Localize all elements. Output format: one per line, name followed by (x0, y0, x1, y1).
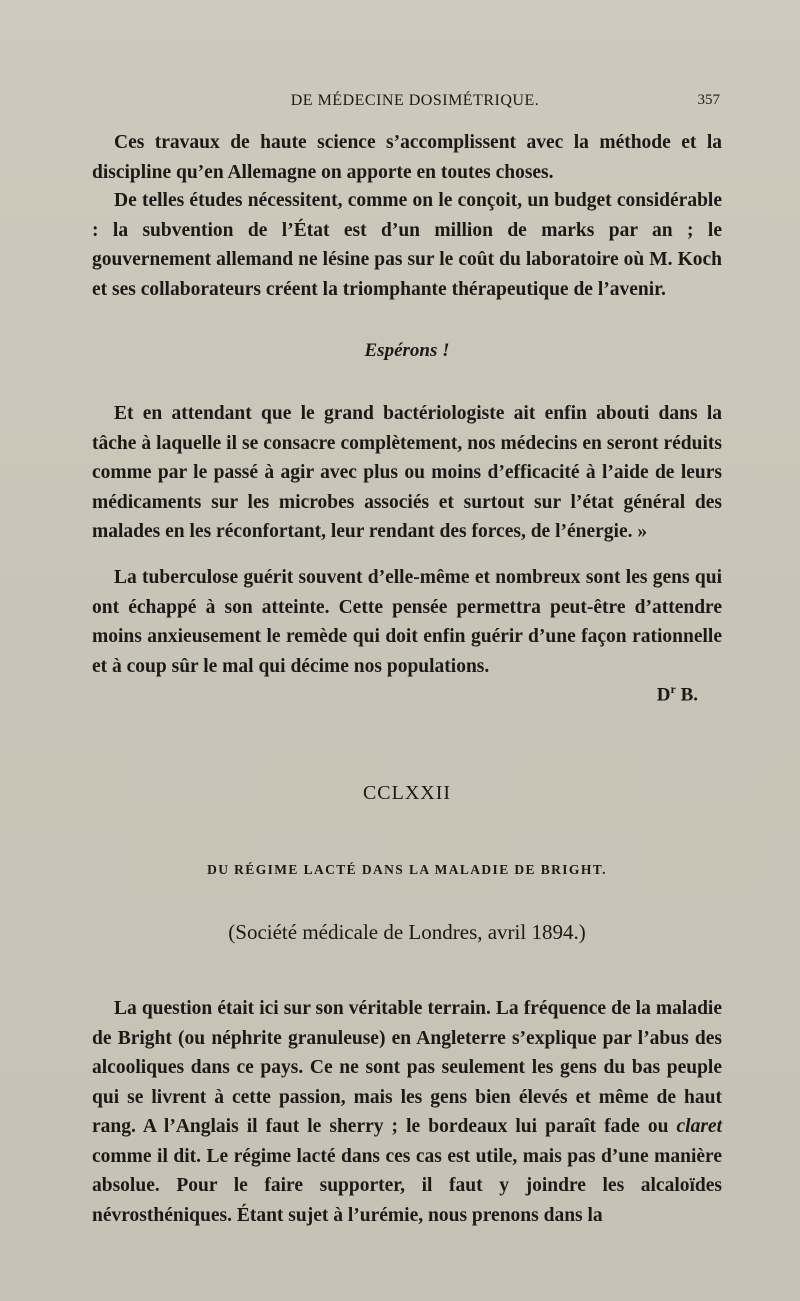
paragraph-5-text (92, 994, 722, 1230)
section-title: DU RÉGIME LACTÉ DANS LA MALADIE DE BRIGHT. (207, 862, 607, 877)
section-subtitle: (Société médicale de Londres, avril 1894.) (228, 920, 586, 944)
signature-name: B. (675, 684, 698, 706)
paragraph-5-italic-word: claret (676, 1116, 722, 1137)
signature (657, 682, 698, 706)
signature-prefix: D (656, 684, 671, 706)
paragraph-1-text: Ces travaux de haute science s’accomplissent avec la méthode et la discipline qu’en Allemagne on apporte en toutes choses. (92, 132, 722, 183)
paragraph-4-text: La tuberculose guérit souvent d’elle-même et nombreux sont les gens qui ont échappé à son atteinte. Cette pensée permettra peut-être d’attendre moins anxieusement le remède qui doit enfin guérir d’une façon rationnelle et à coup sûr le mal qui décime nos populations. (92, 567, 722, 677)
paragraph-4 (92, 563, 722, 681)
section-number: CCLXXII (362, 782, 452, 804)
paragraph-2 (92, 186, 722, 304)
running-title: DE MÉDECINE DOSIMÉTRIQUE. (290, 92, 540, 109)
paragraph-5-before: La question était ici sur son véritable terrain. La fréquence de la maladie de Bright (ou néphrite granuleuse) en Angleterre s’explique par l’abus des alcooliques dans ce pays. Ce ne sont pas seulement les gens du bas peuple qui se livrent à cette passion, mais les gens bien élevés et même de haut rang. A l’Anglais il faut le sherry ; le bordeaux lui paraît fade ou (92, 998, 722, 1137)
paragraph-5 (92, 994, 722, 1230)
esperons-line: Espérons ! (364, 340, 450, 361)
signature-superscript: r (670, 682, 676, 696)
paragraph-3 (92, 399, 722, 547)
running-head (110, 92, 720, 116)
paragraph-3-text: Et en attendant que le grand bactériologiste ait enfin abouti dans la tâche à laquelle il se consacre complètement, nos médecins en seront réduits comme par le passé à agir avec plus ou moins d’efficacité à l’aide de leurs médicaments sur les microbes associés et surtout sur l’état général des malades en les réconfortant, leur rendant des forces, de l’énergie. » (92, 403, 722, 542)
paragraph-2-text: De telles études nécessitent, comme on le conçoit, un budget considérable : la subvention de l’État est d’un million de marks par an ; le gouvernement allemand ne lésine pas sur le coût du laboratoire où M. Koch et ses collaborateurs créent la triomphante thérapeutique de l’avenir. (92, 190, 722, 300)
page-number: 357 (697, 92, 720, 108)
paragraph-5-after: comme il dit. Le régime lacté dans ces cas est utile, mais pas d’une manière absolue. Pour le faire supporter, il faut y joindre les alcaloïdes névrosthéniques. Étant sujet à l’urémie, nous prenons dans la (92, 1145, 722, 1226)
paragraph-1 (92, 128, 722, 187)
